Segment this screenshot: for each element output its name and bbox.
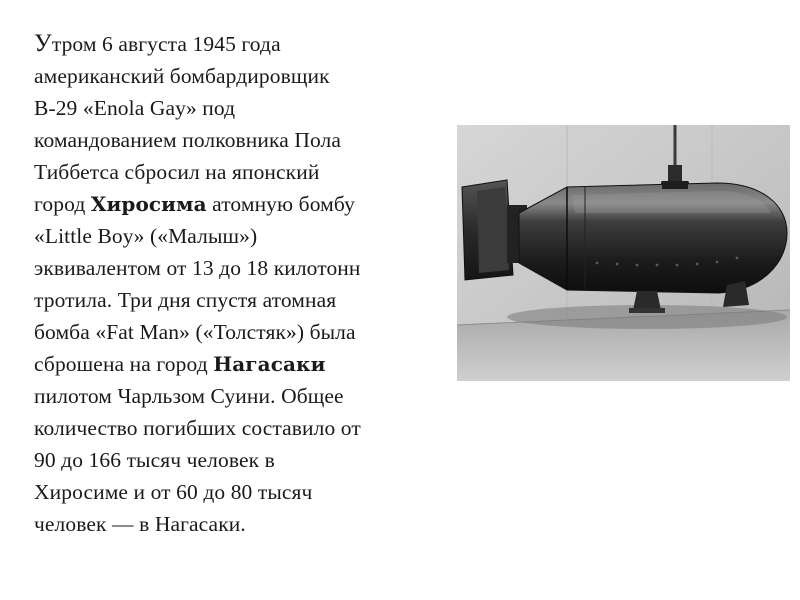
first-letter: У xyxy=(34,30,52,57)
text-line-8: эквивалентом от 13 до 18 килотонн xyxy=(34,256,361,280)
text-line-1 xyxy=(34,28,454,60)
text-line-6-post: атомную бомбу xyxy=(206,192,355,216)
text-line-6-pre: город xyxy=(34,192,91,216)
text-line-14: 90 до 166 тысяч человек в xyxy=(34,448,275,472)
hiroshima-bold: Хиросима xyxy=(90,192,207,216)
text-line-16: человек — в Нагасаки. xyxy=(34,512,246,536)
text-line-15: Хиросиме и от 60 до 80 тысяч xyxy=(34,480,313,504)
atomic-bomb-photo xyxy=(457,125,790,381)
text-line-7: «Little Boy» («Малыш») xyxy=(34,224,258,248)
text-line-1-rest: тром 6 августа 1945 года xyxy=(51,32,281,56)
text-line-11-pre: сброшена на город xyxy=(34,352,214,376)
text-line-5: Тиббетса сбросил на японский xyxy=(34,160,320,184)
text-line-9: тротила. Три дня спустя атомная xyxy=(34,288,337,312)
nagasaki-bold: Нагасаки xyxy=(213,352,326,376)
text-line-12: пилотом Чарльзом Суини. Общее xyxy=(34,384,344,408)
text-line-13: количество погибших составило от xyxy=(34,416,361,440)
text-line-6 xyxy=(34,188,454,220)
article-text xyxy=(34,28,454,540)
text-line-4: командованием полковника Пола xyxy=(34,128,342,152)
text-line-11 xyxy=(34,348,454,380)
text-line-10: бомба «Fat Man» («Толстяк») была xyxy=(34,320,356,344)
text-line-2: американский бомбардировщик xyxy=(34,64,330,88)
text-line-3: B-29 «Enola Gay» под xyxy=(34,96,236,120)
bomb-illustration xyxy=(457,125,790,381)
